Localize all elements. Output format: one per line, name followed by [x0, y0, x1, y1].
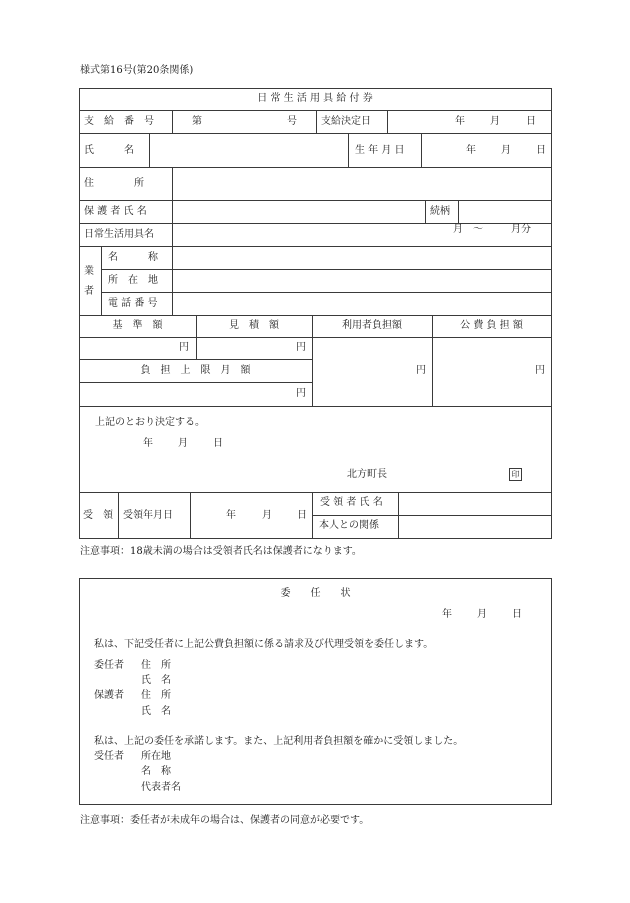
form-title: 日 常 生 活 用 具 給 付 券 [257, 93, 373, 104]
receipt-year: 年 [226, 510, 236, 521]
delegator-label: 委任者 [94, 660, 124, 671]
receipt-day: 日 [297, 510, 307, 521]
table-rule [172, 167, 173, 201]
proxy-representative-label: 代表者名 [141, 782, 181, 793]
proxy-label: 受任者 [94, 751, 124, 762]
base-amount-label: 基 準 額 [112, 320, 163, 331]
table-rule [387, 110, 388, 134]
table-border [551, 88, 552, 539]
vendor-group-label: 業 者 [84, 266, 94, 297]
decision-day: 日 [526, 116, 536, 127]
delegator-name-label: 氏 名 [141, 675, 171, 686]
table-rule [458, 200, 459, 224]
decision-text-day: 日 [213, 438, 223, 449]
birth-day: 日 [536, 145, 546, 156]
guardian-name-label-2: 氏 名 [141, 706, 171, 717]
table-rule [118, 492, 119, 539]
note-minor: 注意事項：18歳未満の場合は受領者氏名は保護者になります。 [80, 546, 362, 557]
guardian-name-label: 保 護 者 氏 名 [84, 206, 147, 217]
decision-text-year: 年 [143, 438, 153, 449]
proxy-location-label: 所在地 [141, 751, 171, 762]
payment-number-dai: 第 [192, 116, 202, 127]
delegation-title: 委 任 状 [280, 588, 351, 599]
table-rule [425, 200, 426, 224]
user-burden-label: 利用者負担額 [342, 320, 402, 331]
delegation-month: 月 [477, 609, 487, 620]
vendor-location-label: 所 在 地 [108, 275, 158, 286]
delegation-year: 年 [442, 609, 452, 620]
table-rule [79, 315, 551, 316]
table-rule [79, 382, 312, 383]
decision-text: 上記のとおり決定する。 [95, 417, 205, 428]
table-rule [149, 133, 150, 168]
vendor-name-label: 名 称 [108, 252, 158, 263]
table-rule [172, 246, 173, 315]
table-rule [312, 515, 551, 516]
table-rule [79, 110, 551, 111]
table-rule [190, 492, 191, 539]
table-border [79, 88, 551, 89]
table-rule [316, 110, 317, 134]
receipt-date-label: 受領年月日 [123, 510, 173, 521]
table-rule [172, 110, 173, 134]
table-rule [79, 246, 551, 247]
monthly-limit-label: 負 担 上 限 月 額 [140, 365, 251, 376]
name-label: 氏 名 [84, 145, 134, 156]
guardian-label: 保護者 [94, 690, 124, 701]
birth-year: 年 [466, 145, 476, 156]
table-rule [79, 200, 551, 201]
proxy-name-label: 名 称 [141, 766, 171, 777]
table-border [79, 538, 551, 539]
estimate-amount-yen: 円 [296, 342, 306, 353]
seal-mark: 印 [509, 468, 522, 481]
payment-number-go: 号 [287, 116, 297, 127]
user-burden-yen: 円 [416, 365, 426, 376]
payment-number-label: 支 給 番 号 [84, 116, 154, 127]
table-rule [79, 337, 551, 338]
receipt-month: 月 [262, 510, 272, 521]
address-label: 住 所 [84, 178, 144, 189]
note-minor-consent: 注意事項：委任者が未成年の場合は、保護者の同意が必要です。 [80, 815, 370, 826]
delegation-statement: 私は、下記受任者に上記公費負担額に係る請求及び代理受領を委任します。 [94, 639, 434, 650]
period-from: 月 ～ [453, 224, 483, 235]
birth-date-label: 生 年 月 日 [355, 145, 405, 156]
receipt-label: 受 領 [83, 510, 113, 521]
receiver-relation-label: 本人との関係 [319, 520, 379, 531]
table-rule [348, 133, 349, 168]
table-rule [79, 406, 551, 407]
delegator-address-label: 住 所 [141, 660, 171, 671]
mayor-label: 北方町長 [347, 469, 387, 480]
vendor-phone-label: 電 話 番 号 [108, 298, 158, 309]
table-rule [196, 337, 197, 360]
table-border [79, 88, 80, 539]
public-burden-yen: 円 [535, 365, 545, 376]
guardian-address-label: 住 所 [141, 690, 171, 701]
birth-month: 月 [501, 145, 511, 156]
relationship-label: 続柄 [430, 206, 450, 217]
decision-year: 年 [455, 116, 465, 127]
table-rule [101, 292, 551, 293]
table-rule [101, 269, 551, 270]
form-number: 様式第16号(第20条関係) [80, 65, 194, 76]
decision-date-label: 支給決定日 [321, 116, 371, 127]
decision-month: 月 [490, 116, 500, 127]
monthly-limit-yen: 円 [296, 388, 306, 399]
table-rule [79, 492, 551, 493]
estimate-amount-label: 見 積 額 [229, 320, 279, 331]
table-rule [421, 133, 422, 168]
table-rule [398, 492, 399, 539]
period-to: 月分 [511, 224, 531, 235]
receiver-name-label: 受 領 者 氏 名 [320, 497, 383, 508]
table-rule [312, 492, 313, 539]
delegation-day: 日 [512, 609, 522, 620]
public-burden-label: 公 費 負 担 額 [460, 320, 523, 331]
table-rule [101, 246, 102, 315]
acceptance-statement: 私は、上記の委任を承諾します。また、上記利用者負担額を確かに受領しました。 [94, 736, 464, 747]
base-amount-yen: 円 [179, 342, 189, 353]
equipment-name-label: 日常生活用具名 [84, 229, 154, 240]
decision-text-month: 月 [178, 438, 188, 449]
table-rule [172, 223, 173, 247]
table-rule [172, 200, 173, 224]
